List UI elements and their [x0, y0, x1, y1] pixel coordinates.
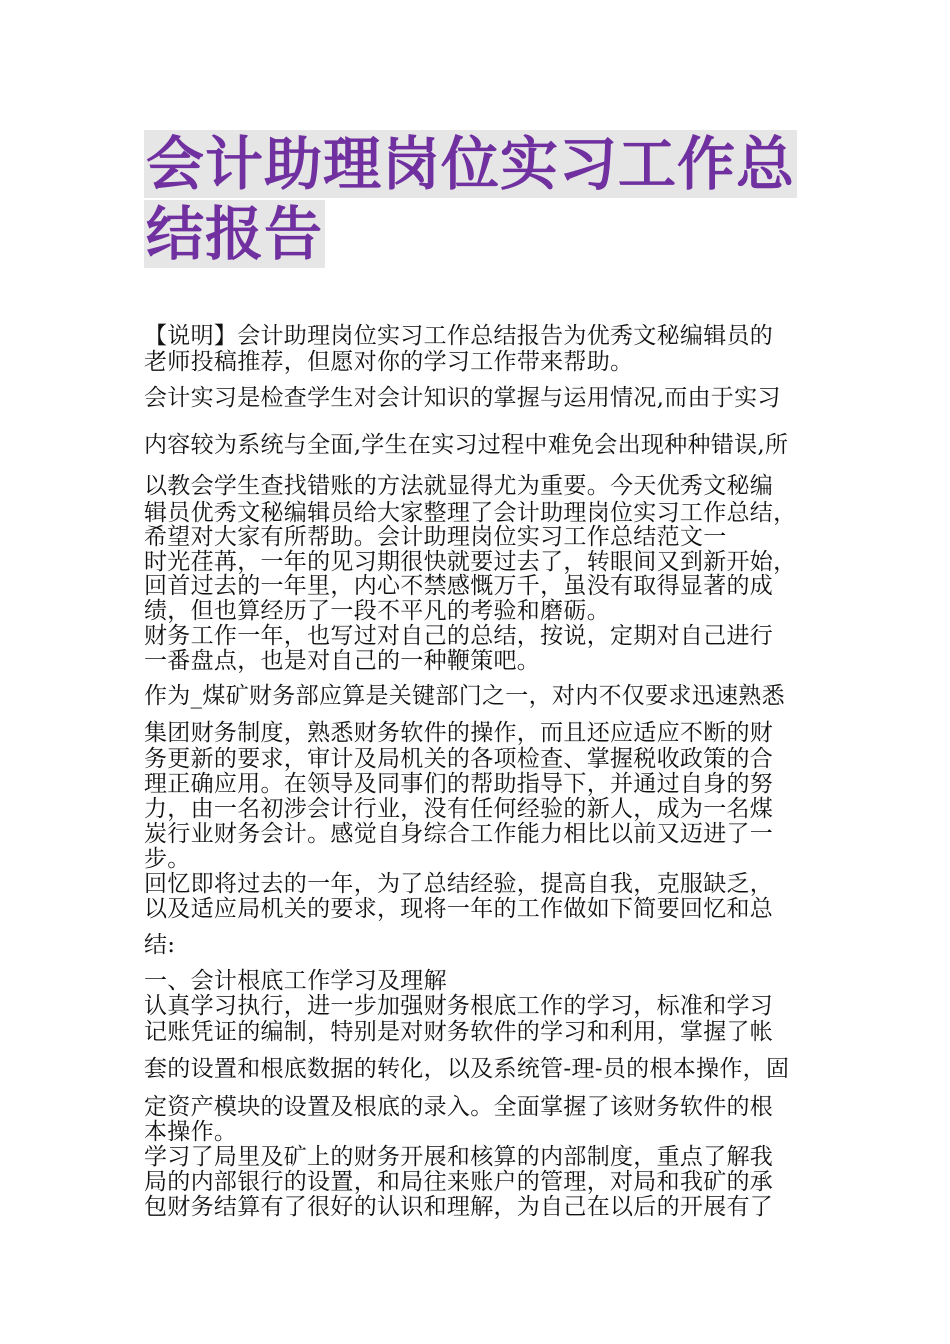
body-line-11: 财务工作一年，也写过对自己的总结，按说，定期对自己进行	[144, 623, 774, 649]
body-line-17: 力，由一名初涉会计行业，没有任何经验的新人，成为一名煤	[144, 796, 774, 822]
body-line-4: 内容较为系统与全面,学生在实习过程中难免会出现种种错误,所	[144, 432, 789, 458]
body-line-16: 理正确应用。在领导及同事们的帮助指导下，并通过自身的努	[144, 771, 774, 797]
body-line-23: 一、会计根底工作学习及理解	[144, 968, 447, 994]
body-line-28: 本操作。	[144, 1119, 238, 1145]
body-line-20: 回忆即将过去的一年，为了总结经验，提高自我，克服缺乏，	[144, 871, 774, 897]
body-line-14: 集团财务制度，熟悉财务软件的操作，而且还应适应不断的财	[144, 720, 774, 746]
body-line-7: 希望对大家有所帮助。会计助理岗位实习工作总结范文一	[144, 524, 727, 550]
body-line-21: 以及适应局机关的要求，现将一年的工作做如下简要回忆和总	[144, 896, 774, 922]
body-line-13: 作为_煤矿财务部应算是关键部门之一，对内不仅要求迅速熟悉	[144, 683, 785, 709]
body-line-31: 包财务结算有了很好的认识和理解，为自己在以后的开展有了	[144, 1194, 774, 1220]
body-line-18: 炭行业财务会计。感觉自身综合工作能力相比以前又迈进了一	[144, 821, 774, 847]
body-line-22: 结:	[144, 932, 176, 958]
body-line-19: 步。	[144, 846, 191, 872]
body-line-27: 定资产模块的设置及根底的录入。全面掌握了该财务软件的根	[144, 1094, 774, 1120]
body-line-1: 【说明】会计助理岗位实习工作总结报告为优秀文秘编辑员的	[144, 323, 774, 349]
body-line-5: 以教会学生查找错账的方法就显得尤为重要。今天优秀文秘编	[144, 473, 774, 499]
body-line-3: 会计实习是检查学生对会计知识的掌握与运用情况,而由于实习	[144, 385, 781, 411]
body-line-25: 记账凭证的编制，特别是对财务软件的学习和利用，掌握了帐	[144, 1019, 774, 1045]
body-line-24: 认真学习执行，进一步加强财务根底工作的学习，标准和学习	[144, 993, 774, 1019]
body-line-6: 辑员优秀文秘编辑员给大家整理了会计助理岗位实习工作总结，	[144, 500, 797, 526]
body-line-2: 老师投稿推荐，但愿对你的学习工作带来帮助。	[144, 349, 634, 375]
document-title-line-2: 结报告	[146, 200, 324, 268]
body-line-26: 套的设置和根底数据的转化，以及系统管-理-员的根本操作，固	[144, 1056, 790, 1082]
document-title-line-1: 会计助理岗位实习工作总	[146, 130, 796, 198]
body-line-12: 一番盘点，也是对自己的一种鞭策吧。	[144, 648, 541, 674]
body-line-9: 回首过去的一年里，内心不禁感慨万千，虽没有取得显著的成	[144, 573, 774, 599]
body-line-15: 务更新的要求，审计及局机关的各项检查、掌握税收政策的合	[144, 746, 774, 772]
body-line-8: 时光荏苒，一年的见习期很快就要过去了，转眼间又到新开始，	[144, 549, 797, 575]
body-line-10: 绩，但也算经历了一段不平凡的考验和磨砺。	[144, 598, 610, 624]
body-line-29: 学习了局里及矿上的财务开展和核算的内部制度，重点了解我	[144, 1144, 774, 1170]
body-line-30: 局的内部银行的设置，和局往来账户的管理，对局和我矿的承	[144, 1169, 774, 1195]
